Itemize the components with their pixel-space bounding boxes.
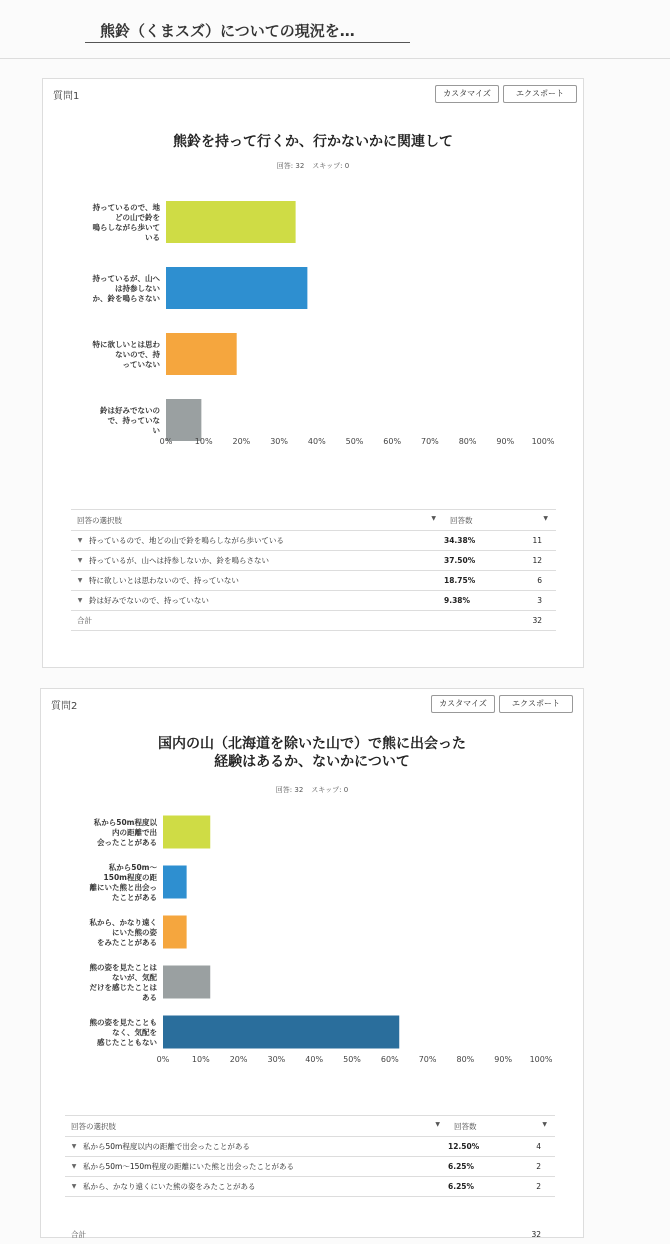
response-table-2 — [65, 1115, 555, 1244]
x-tick-label: 20% — [229, 1055, 248, 1064]
responses-column-header[interactable]: 回答数 ▼ — [444, 510, 556, 531]
bar — [163, 916, 187, 949]
x-tick-label: 90% — [494, 1055, 513, 1064]
count-cell: 2 — [508, 1157, 555, 1177]
total-count: 32 — [531, 1229, 541, 1239]
question-card-2 — [40, 688, 584, 1238]
chart-title — [41, 735, 583, 771]
percent-cell: 12.50% — [448, 1137, 508, 1157]
choice-cell: 私から50m程度以内の距離で出会ったことがある — [83, 1137, 448, 1157]
category-label: 私から50m～ — [108, 863, 157, 872]
category-label: ないので、持 — [115, 350, 160, 359]
bar — [163, 966, 210, 999]
x-tick-label: 50% — [343, 1055, 361, 1064]
count-cell: 3 — [504, 591, 556, 611]
question-card-1 — [42, 78, 584, 668]
expand-arrow-icon[interactable]: ▼ — [71, 591, 89, 611]
response-summary — [41, 785, 583, 795]
choice-cell: 持っているが、山へは持参しないか、鈴を鳴らさない — [89, 551, 444, 571]
spacer-row — [65, 1197, 555, 1225]
expand-arrow-icon[interactable]: ▼ — [65, 1137, 83, 1157]
table-header-row — [65, 1116, 555, 1137]
x-tick-label: 100% — [531, 437, 555, 446]
category-label: なく、気配を — [112, 1028, 157, 1037]
x-tick-label: 80% — [456, 1055, 475, 1064]
choice-cell: 私から50m～150m程度の距離にいた熊と出会ったことがある — [83, 1157, 448, 1177]
skipped-count: スキップ: 0 — [312, 162, 350, 170]
table-row — [71, 571, 556, 591]
choice-cell: 私から、かなり遠くにいた熊の姿をみたことがある — [83, 1177, 448, 1197]
category-label: 内の距離で出 — [112, 828, 157, 837]
chart-title-line: 国内の山（北海道を除いた山で）で熊に出会った — [158, 736, 466, 752]
chart-title-line: 熊鈴を持って行くか、行かないかに関連して — [173, 134, 453, 150]
expand-arrow-icon[interactable]: ▼ — [65, 1177, 83, 1197]
customize-button[interactable]: カスタマイズ — [435, 85, 499, 103]
chart-title-line: 経験はあるか、ないかについて — [214, 754, 410, 770]
category-label: 熊の姿を見たことは — [89, 963, 157, 972]
x-tick-label: 100% — [529, 1055, 553, 1064]
category-label: っていない — [122, 360, 160, 369]
table-row — [65, 1157, 555, 1177]
x-tick-label: 30% — [270, 437, 288, 446]
page-heading: 熊鈴（くまスズ）についての現況を… — [100, 22, 355, 40]
category-label: 私から、かなり遠く — [89, 918, 157, 927]
category-label: たことがある — [112, 893, 157, 902]
answered-count: 回答: 32 — [276, 162, 305, 170]
bar — [166, 333, 237, 375]
percent-cell: 6.25% — [448, 1157, 508, 1177]
category-label: 熊の姿を見たことも — [89, 1018, 157, 1027]
percent-cell: 37.50% — [444, 551, 504, 571]
response-table-1 — [71, 509, 556, 631]
sort-arrow-icon[interactable]: ▼ — [435, 1120, 440, 1128]
expand-arrow-icon[interactable]: ▼ — [65, 1157, 83, 1177]
sort-arrow-icon[interactable]: ▼ — [543, 514, 548, 522]
x-tick-label: 70% — [418, 1055, 437, 1064]
customize-button[interactable]: カスタマイズ — [431, 695, 495, 713]
choice-cell: 鈴は好みでないので、持っていない — [89, 591, 444, 611]
chart-title — [43, 133, 583, 151]
category-label: いる — [145, 233, 160, 242]
bar — [163, 866, 187, 899]
category-label: ないが、気配 — [112, 973, 157, 982]
choice-column-header[interactable]: 回答の選択肢 ▼ — [71, 510, 444, 531]
bar — [166, 201, 296, 243]
bar-chart-2 — [41, 807, 583, 1087]
x-tick-label: 60% — [380, 1055, 399, 1064]
category-label: か、鈴を鳴らさない — [92, 294, 160, 303]
question-label: 質問2 — [51, 701, 78, 712]
category-label: 持っているので、地 — [92, 203, 160, 212]
bar — [166, 267, 307, 309]
x-tick-label: 20% — [232, 437, 251, 446]
table-row — [65, 1137, 555, 1157]
count-cell: 4 — [508, 1137, 555, 1157]
x-tick-label: 40% — [307, 437, 326, 446]
sort-arrow-icon[interactable]: ▼ — [431, 514, 436, 522]
category-label: 感じたこともない — [97, 1038, 157, 1047]
expand-arrow-icon[interactable]: ▼ — [71, 571, 89, 591]
category-label: 鈴は好みでないの — [100, 406, 160, 415]
export-button[interactable]: エクスポート — [499, 695, 573, 713]
category-label: 離にいた熊と出会っ — [89, 883, 157, 892]
x-tick-label: 90% — [496, 437, 515, 446]
total-label: 合計 — [71, 1229, 86, 1239]
skipped-count: スキップ: 0 — [311, 786, 349, 794]
sort-arrow-icon[interactable]: ▼ — [542, 1120, 547, 1128]
page-divider — [0, 58, 670, 59]
category-label: で、持っていな — [107, 416, 160, 425]
x-tick-label: 40% — [305, 1055, 324, 1064]
export-button[interactable]: エクスポート — [503, 85, 577, 103]
category-label: 会ったことがある — [97, 838, 157, 847]
percent-cell: 9.38% — [444, 591, 504, 611]
bar — [163, 816, 210, 849]
choice-cell: 特に欲しいとは思わないので、持っていない — [89, 571, 444, 591]
x-tick-label: 0% — [159, 437, 173, 446]
choice-cell: 持っているので、地どの山で鈴を鳴らしながら歩いている — [89, 531, 444, 551]
total-label: 合計 — [71, 611, 504, 631]
percent-cell: 18.75% — [444, 571, 504, 591]
category-label: 150m程度の距 — [103, 873, 157, 882]
expand-arrow-icon[interactable]: ▼ — [71, 551, 89, 571]
category-label: い — [152, 426, 160, 435]
expand-arrow-icon[interactable]: ▼ — [71, 531, 89, 551]
count-cell: 11 — [504, 531, 556, 551]
count-cell: 6 — [504, 571, 556, 591]
table-row — [71, 551, 556, 571]
count-cell: 2 — [508, 1177, 555, 1197]
table-row — [65, 1177, 555, 1197]
x-tick-label: 10% — [191, 1055, 210, 1064]
category-label: 持っているが、山へ — [92, 274, 160, 283]
percent-cell: 34.38% — [444, 531, 504, 551]
category-label: をみたことがある — [97, 938, 157, 947]
bar-chart-1 — [43, 184, 583, 474]
table-header-row — [71, 510, 556, 531]
count-cell: 12 — [504, 551, 556, 571]
responses-column-header[interactable]: 回答数 ▼ — [448, 1116, 555, 1137]
x-tick-label: 70% — [421, 437, 439, 446]
choice-column-header[interactable]: 回答の選択肢 ▼ — [65, 1116, 448, 1137]
table-row — [71, 531, 556, 551]
heading-underline — [85, 42, 410, 43]
total-count: 32 — [504, 611, 556, 631]
category-label: だけを感じたことは — [89, 983, 157, 992]
category-label: どの山で鈴を — [115, 213, 160, 222]
x-tick-label: 50% — [345, 437, 364, 446]
bar — [163, 1016, 399, 1049]
x-tick-label: 30% — [267, 1055, 286, 1064]
category-label: は持参しない — [115, 284, 160, 293]
category-label: 私から50m程度以 — [93, 818, 157, 827]
category-label: ある — [142, 993, 157, 1002]
x-tick-label: 10% — [194, 437, 213, 446]
question-label: 質問1 — [53, 91, 80, 102]
x-tick-label: 60% — [383, 437, 402, 446]
response-summary — [43, 161, 583, 171]
x-tick-label: 80% — [458, 437, 477, 446]
percent-cell: 6.25% — [448, 1177, 508, 1197]
category-label: にいた熊の姿 — [112, 928, 157, 937]
total-row — [71, 611, 556, 631]
category-label: 鳴らしながら歩いて — [92, 223, 160, 232]
answered-count: 回答: 32 — [275, 786, 304, 794]
x-tick-label: 0% — [156, 1055, 170, 1064]
category-label: 特に欲しいとは思わ — [92, 340, 160, 349]
table-row — [71, 591, 556, 611]
bar — [166, 399, 201, 441]
